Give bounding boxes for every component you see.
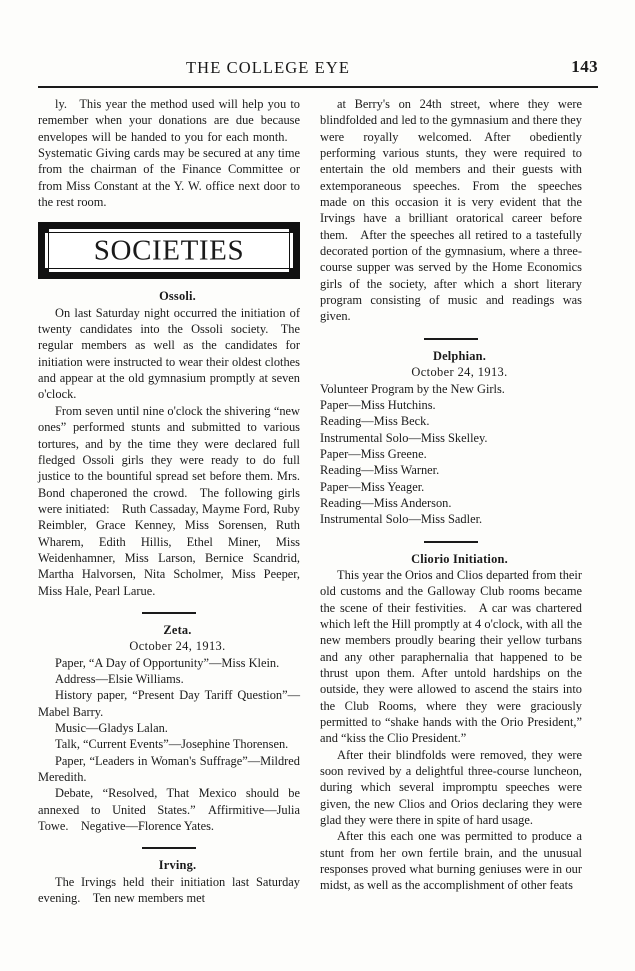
program-item: Instrumental Solo—Miss Sadler.: [320, 512, 483, 527]
program-item: Paper—Miss Yeager.: [320, 479, 425, 494]
cliorio-paragraph-3: After this each one was permitted to produce a stunt from her own fertile brain, and the unusual responses proved what burning geniuses were in our midst, as well as the accomplishment of other feats: [320, 829, 582, 893]
section-heading-irving: Irving.: [158, 858, 197, 873]
program-item: Paper—Miss Greene.: [320, 446, 427, 461]
section-divider: [424, 338, 478, 340]
banner-title: SOCIETIES: [93, 234, 245, 267]
program-item: Talk, “Current Events”—Josephine Thorensen.: [55, 737, 289, 752]
continued-paragraph: at Berry's on 24th street, where they were blindfolded and led to the gymnasium and there they were royally welcomed. After obediently performing various stunts, they were required to entertain the old members and their guests with extemporaneous speeches. From the speeches made on this occasion it is very evident that the Irvings have a brilliant oratorical career before them. After the speeches all retired to a tastefully decorated portion of the gymnasium, where a three-course supper was served by the Home Economics girls of the society, after which a short literary program consisting of music and readings was given.: [320, 97, 582, 324]
page-number: 143: [571, 57, 598, 76]
section-heading-zeta: Zeta.: [163, 622, 192, 637]
societies-banner: [38, 222, 300, 279]
section-divider: [142, 847, 196, 849]
program-item: Address—Elsie Williams.: [55, 671, 184, 686]
program-item: Music—Gladys Lalan.: [55, 721, 168, 735]
ossoli-paragraph-2: From seven until nine o'clock the shivering “new ones” performed stunts and submitted to various tortures, and by the time they were declared full fledged Ossoli girls they were ready to do full justice to the bountiful spread set before them. Mrs. Bond chaperoned the crowd. The following girls were initiated: Ruth Cassaday, Mayme Ford, Ruby Reimbler, Grace Kenney, Miss Sorensen, Ruth Wharem, Edith Hillis, Ethel Miner, Miss Weidenhamner, Miss Larson, Bernice Scandrid, Martha Halvorsen, Nita Scholmer, Miss Peeper, Miss Hale, Pearl Larue.: [38, 403, 300, 598]
program-item: Reading—Miss Beck.: [320, 414, 430, 429]
program-item: History paper, “Present Day Tariff Question”—Mabel Barry.: [38, 688, 300, 719]
section-heading-delphian: Delphian.: [432, 348, 487, 363]
continued-paragraph: ly. This year the method used will help you to remember when your donations are due because envelopes will be handed to you for each month. Systematic Giving cards may be secured at any time from the chairman of the Finance Committee or from Miss Constant at the Y. W. office next door to the rest room.: [38, 97, 300, 210]
program-item: Reading—Miss Anderson.: [320, 495, 452, 510]
banner-corner-top-left: [38, 222, 49, 233]
publication-title: THE COLLEGE EYE: [186, 58, 351, 77]
program-item: Paper—Miss Hutchins.: [320, 397, 436, 412]
section-divider: [142, 612, 196, 614]
cliorio-paragraph-1: This year the Orios and Clios departed from their old customs and the Galloway Club rooms became the scene of their festivities. A car was chartered which left the Hill promptly at 4 o'clock, with all the new members proudly bearing their yellow turbans and any other paraphernalia that happened to be thrust upon them. After untold hardships on the outside, they were allowed to ascend the stairs into the Club Rooms, where they were graciously permitted to “shake hands with the Orio President,” and “kiss the Clio President.”: [320, 567, 582, 746]
program-item: Volunteer Program by the New Girls.: [320, 381, 505, 396]
program-item: Paper, “A Day of Opportunity”—Miss Klein.: [55, 655, 280, 670]
right-column: [320, 96, 582, 894]
zeta-date: October 24, 1913.: [129, 639, 226, 654]
cliorio-paragraph-2: After their blindfolds were removed, they were soon revived by a delightful three-course luncheon, during which several impromptu speeches were given, the new Clios and Orios declaring they were glad they were there in spite of hard usage.: [320, 747, 582, 828]
program-item: Paper, “Leaders in Woman's Suffrage”—Mildred Meredith.: [38, 753, 300, 785]
banner-corner-top-right: [289, 222, 300, 233]
banner-corner-bottom-right: [289, 268, 300, 279]
zeta-program: [38, 655, 300, 835]
running-head: [38, 58, 598, 88]
section-heading-ossoli: Ossoli.: [159, 289, 196, 304]
section-divider: [424, 541, 478, 543]
section-heading-cliorio-initiation: Cliorio Initiation.: [411, 551, 508, 566]
banner-corner-bottom-left: [38, 268, 49, 279]
program-item: Instrumental Solo—Miss Skelley.: [320, 430, 488, 445]
header-rule: [38, 86, 598, 88]
delphian-date: October 24, 1913.: [411, 365, 508, 380]
delphian-program: [320, 381, 582, 528]
left-column: [38, 96, 300, 906]
irving-paragraph-1: The Irvings held their initiation last Saturday evening. Ten new members met: [38, 874, 300, 906]
ossoli-paragraph-1: On last Saturday night occurred the initiation of twenty candidates into the Ossoli society. The regular members as well as the candidates for initiation were instructed to wear their oldest clothes and appear at the old gymnasium promptly at seven o'clock.: [38, 305, 300, 402]
program-item: Debate, “Resolved, That Mexico should be annexed to United States.” Affirmitive—Julia Towe. Negative—Florence Yates.: [38, 786, 300, 834]
program-item: Reading—Miss Warner.: [320, 463, 440, 478]
